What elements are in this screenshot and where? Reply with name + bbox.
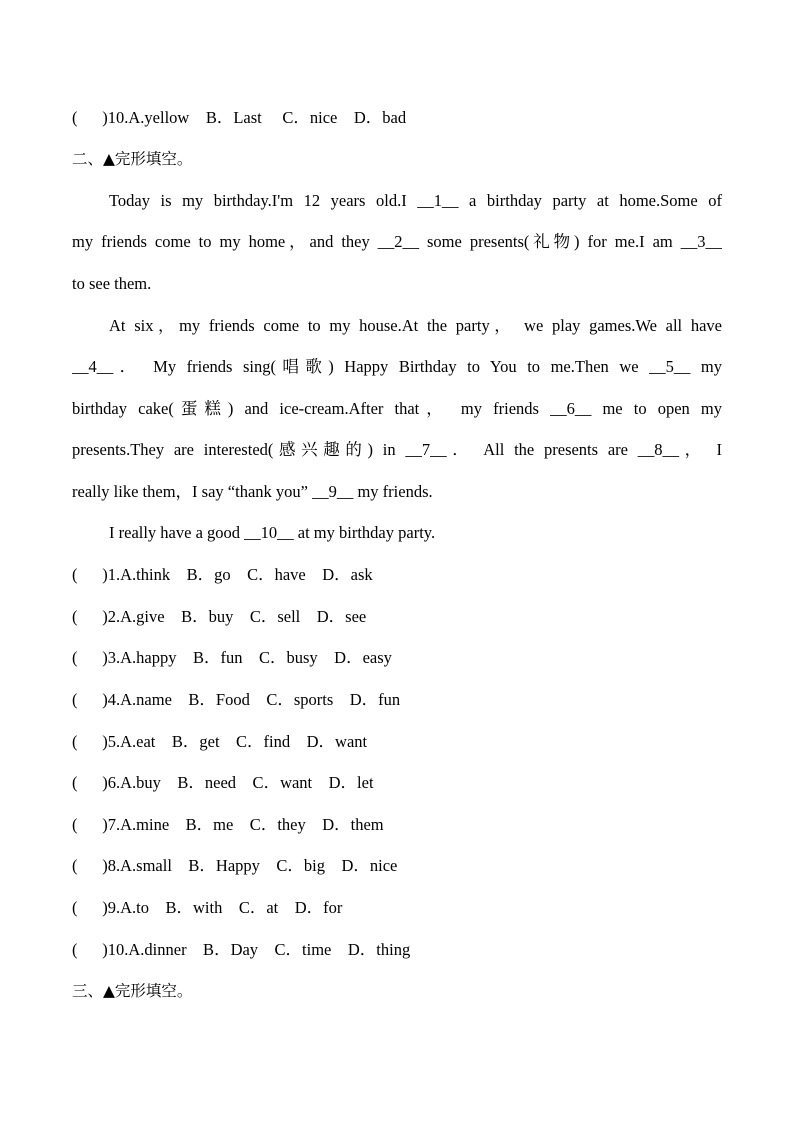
passage-line-7: presents.They are interested(感兴趣的) in __7__． All the presents are __8__， I [72, 440, 722, 459]
passage-line-8: really like them，I say “thank you” __9__ my friends. [72, 482, 433, 501]
question-1: ( )1.A.think B．go C．have D．ask [72, 565, 373, 584]
passage-line-4: At six，my friends come to my house.At the party， we play games.We all have [109, 316, 722, 335]
question-10: ( )10.A.dinner B．Day C．time D．thing [72, 940, 411, 959]
passage-line-2: my friends come to my home，and they __2__ some presents(礼物) for me.I am __3__ [72, 232, 722, 251]
question-7: ( )7.A.mine B．me C．they D．them [72, 815, 384, 834]
passage-line-1: Today is my birthday.I'm 12 years old.I __1__ a birthday party at home.Some of [109, 191, 722, 210]
passage-line-3: to see them. [72, 274, 152, 293]
question-3: ( )3.A.happy B．fun C．busy D．easy [72, 648, 392, 667]
passage-line-6: birthday cake(蛋糕) and ice-cream.After that， my friends __6__ me to open my [72, 399, 722, 418]
question-6: ( )6.A.buy B．need C．want D．let [72, 773, 374, 792]
question-8: ( )8.A.small B．Happy C．big D．nice [72, 856, 398, 875]
passage-line-9: I really have a good __10__ at my birthday party. [109, 523, 436, 542]
section-2-heading: 二、▲完形填空。 [72, 150, 193, 168]
question-2: ( )2.A.give B．buy C．sell D．see [72, 607, 367, 626]
question-4: ( )4.A.name B．Food C．sports D．fun [72, 690, 401, 709]
question-9: ( )9.A.to B．with C．at D．for [72, 898, 343, 917]
prev-question-10: ( )10.A.yellow B．Last C．nice D．bad [72, 108, 407, 127]
passage-line-5: __4__． My friends sing(唱歌) Happy Birthday to You to me.Then we __5__ my [72, 357, 722, 376]
section-3-heading: 三、▲完形填空。 [72, 982, 193, 1000]
question-5: ( )5.A.eat B．get C．find D．want [72, 732, 368, 751]
